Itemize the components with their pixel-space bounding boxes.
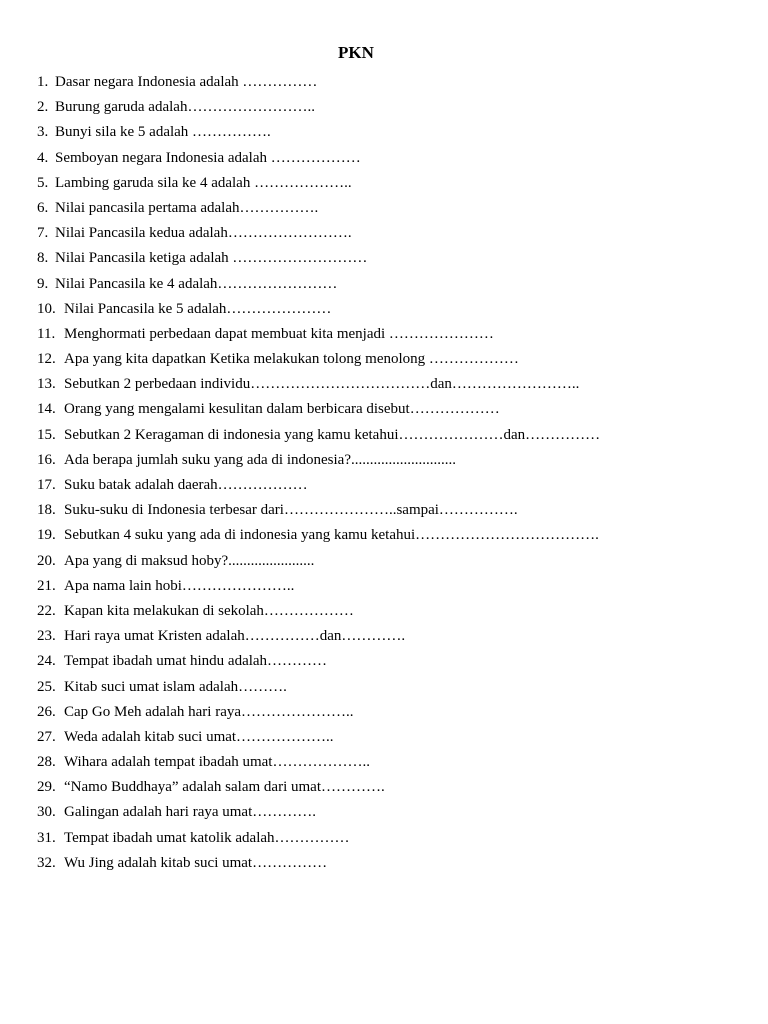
question-number: 15.: [37, 426, 56, 443]
question-number: 18.: [37, 502, 56, 519]
question-number: 14.: [37, 401, 56, 418]
question-number: 28.: [37, 754, 56, 771]
question-number: 20.: [37, 552, 56, 569]
question-text: Apa yang di maksud hoby?.......................: [64, 552, 315, 569]
question-number: 11.: [37, 325, 56, 342]
question-text: Nilai Pancasila ketiga adalah ………………………: [55, 250, 368, 267]
question-item: [37, 473, 737, 498]
question-text: “Namo Buddhaya” adalah salam dari umat………….: [64, 779, 385, 796]
question-text: Menghormati perbedaan dapat membuat kita menjadi …………………: [64, 325, 494, 342]
question-number: 6.: [37, 199, 49, 216]
question-item: [37, 423, 737, 448]
question-item: [37, 725, 737, 750]
question-item: [37, 171, 737, 196]
question-number: 9.: [37, 275, 49, 292]
question-text: Wihara adalah tempat ibadah umat………………..: [64, 754, 370, 771]
question-number: 16.: [37, 451, 56, 468]
question-number: 19.: [37, 527, 56, 544]
question-item: [37, 800, 737, 825]
question-list: [37, 70, 737, 876]
question-item: [37, 851, 737, 876]
question-item: [37, 120, 737, 145]
question-number: 3.: [37, 124, 49, 141]
question-number: 21.: [37, 577, 56, 594]
question-item: [37, 498, 737, 523]
question-item: [37, 750, 737, 775]
question-text: Suku-suku di Indonesia terbesar dari…………………..sampai…………….: [64, 502, 518, 519]
question-item: [37, 574, 737, 599]
question-item: [37, 649, 737, 674]
question-item: [37, 347, 737, 372]
question-text: Hari raya umat Kristen adalah……………dan………….: [64, 628, 406, 645]
page-title: PKN: [338, 43, 374, 62]
question-number: 30.: [37, 804, 56, 821]
question-item: [37, 196, 737, 221]
question-item: [37, 397, 737, 422]
question-item: [37, 700, 737, 725]
question-item: [37, 599, 737, 624]
question-text: Nilai Pancasila ke 5 adalah…………………: [64, 300, 332, 317]
question-item: [37, 549, 737, 574]
question-number: 8.: [37, 250, 49, 267]
question-number: 13.: [37, 376, 56, 393]
question-text: Tempat ibadah umat hindu adalah…………: [64, 653, 328, 670]
question-number: 12.: [37, 351, 56, 368]
question-text: Kitab suci umat islam adalah……….: [64, 678, 287, 695]
question-item: [37, 523, 737, 548]
question-number: 17.: [37, 477, 56, 493]
question-text: Apa yang kita dapatkan Ketika melakukan tolong menolong ………………: [64, 351, 519, 368]
question-number: 27.: [37, 728, 56, 745]
question-item: [37, 272, 737, 297]
question-text: Burung garuda adalah……………………..: [55, 99, 315, 116]
question-text: Lambing garuda sila ke 4 adalah ………………..: [55, 174, 352, 191]
question-text: Nilai pancasila pertama adalah…………….: [55, 199, 319, 216]
question-item: [37, 624, 737, 649]
question-text: Orang yang mengalami kesulitan dalam berbicara disebut………………: [64, 401, 500, 418]
question-text: Galingan adalah hari raya umat………….: [64, 804, 316, 821]
question-number: 32.: [37, 854, 56, 871]
question-number: 10.: [37, 300, 56, 317]
question-item: [37, 775, 737, 800]
question-text: Sebutkan 4 suku yang ada di indonesia yang kamu ketahui……………………………….: [64, 527, 599, 544]
question-item: [37, 322, 737, 347]
question-text: Tempat ibadah umat katolik adalah……………: [64, 829, 350, 846]
question-text: Apa nama lain hobi…………………..: [64, 577, 295, 594]
question-number: 5.: [37, 174, 49, 191]
question-number: 24.: [37, 653, 56, 670]
question-number: 7.: [37, 225, 49, 242]
question-number: 23.: [37, 628, 56, 645]
question-item: [37, 246, 737, 271]
question-text: Wu Jing adalah kitab suci umat……………: [64, 854, 328, 871]
question-item: [37, 372, 737, 397]
question-item: [37, 675, 737, 700]
question-text: Nilai Pancasila kedua adalah…………………….: [55, 225, 352, 242]
question-text: Weda adalah kitab suci umat………………..: [64, 728, 334, 745]
question-number: 29.: [37, 779, 56, 796]
question-item: [37, 826, 737, 851]
question-number: 2.: [37, 99, 49, 116]
question-text: Bunyi sila ke 5 adalah …………….: [55, 124, 271, 141]
question-text: Sebutkan 2 Keragaman di indonesia yang kamu ketahui…………………dan……………: [64, 426, 601, 443]
question-text: Dasar negara Indonesia adalah ……………: [55, 74, 318, 90]
question-item: [37, 70, 737, 95]
question-item: [37, 221, 737, 246]
question-number: 22.: [37, 602, 56, 619]
question-text: Suku batak adalah daerah………………: [64, 477, 308, 493]
question-text: Kapan kita melakukan di sekolah………………: [64, 602, 354, 619]
question-text: Ada berapa jumlah suku yang ada di indonesia?............................: [64, 451, 456, 468]
question-number: 4.: [37, 149, 49, 166]
question-number: 1.: [37, 74, 49, 90]
question-text: Sebutkan 2 perbedaan individu………………………………dan……………………..: [64, 376, 580, 393]
question-number: 31.: [37, 829, 56, 846]
question-item: [37, 146, 737, 171]
question-text: Cap Go Meh adalah hari raya…………………..: [64, 703, 354, 720]
question-item: [37, 297, 737, 322]
question-number: 26.: [37, 703, 56, 720]
question-text: Nilai Pancasila ke 4 adalah……………………: [55, 275, 338, 292]
question-text: Semboyan negara Indonesia adalah ………………: [55, 149, 361, 166]
question-item: [37, 448, 737, 473]
question-number: 25.: [37, 678, 56, 695]
question-item: [37, 95, 737, 120]
